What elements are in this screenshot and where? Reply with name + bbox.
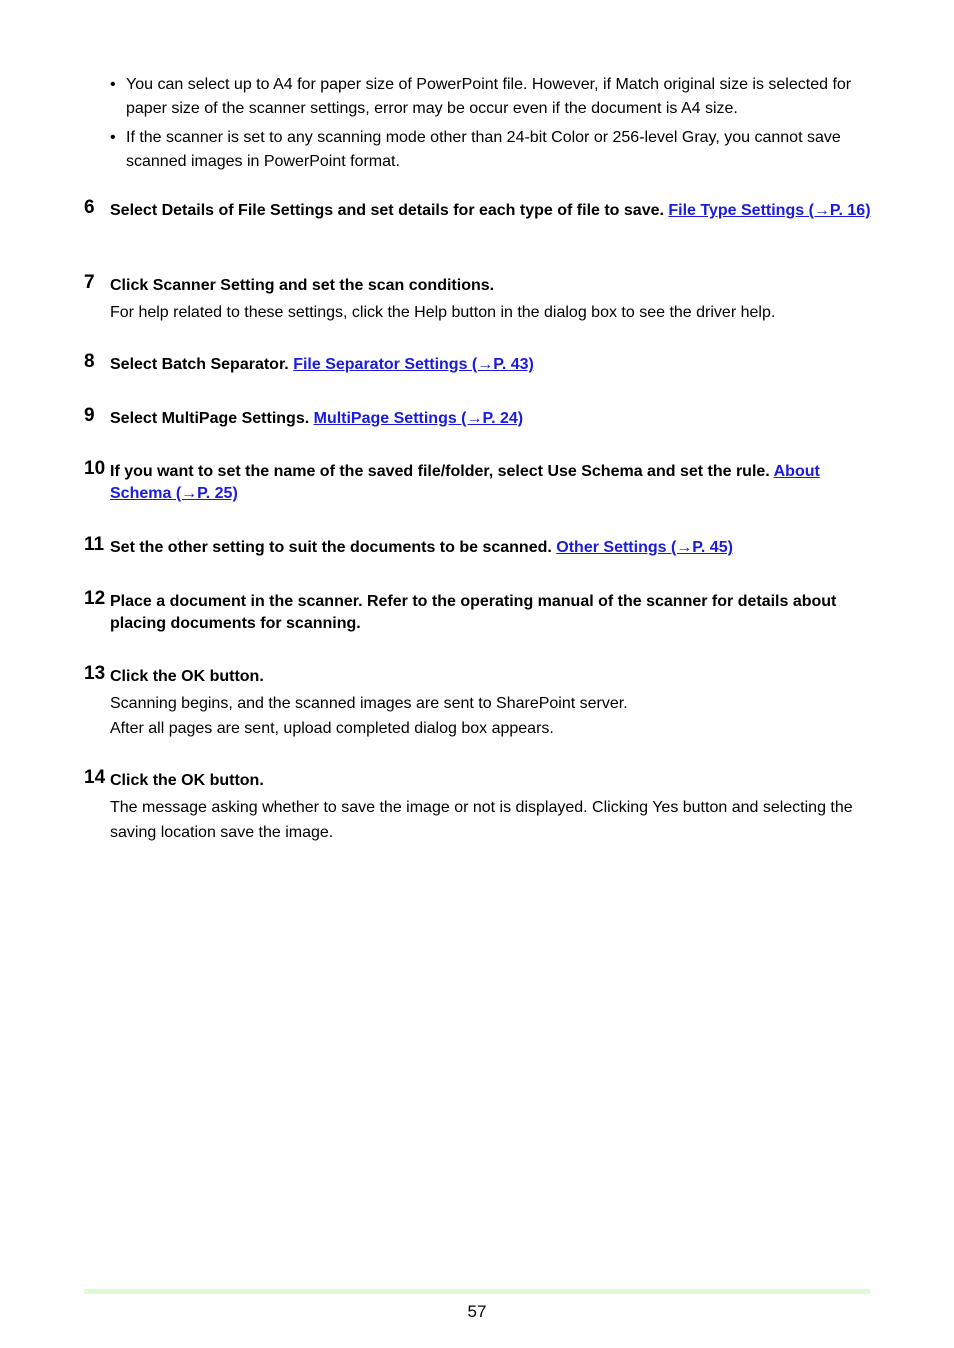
- step-description: The message asking whether to save the image or not is displayed. Clicking Yes button and selecting the saving location save the image.: [110, 799, 853, 841]
- step-heading: Click Scanner Setting and set the scan conditions.: [110, 277, 495, 294]
- step-text: Select Batch Separator.: [110, 356, 289, 373]
- step-12: [84, 588, 874, 635]
- step-number: 10: [84, 458, 106, 479]
- other-settings-link[interactable]: Other Settings (→P. 45): [556, 539, 733, 556]
- step-heading: [110, 354, 874, 376]
- step-13: [84, 663, 874, 741]
- step-text: If you want to set the name of the saved file/folder, select Use Schema and set the rule.: [110, 463, 770, 480]
- step-number: 7: [84, 272, 95, 293]
- file-separator-settings-link[interactable]: File Separator Settings (→P. 43): [293, 356, 534, 373]
- step-7: [84, 272, 874, 325]
- file-type-settings-link[interactable]: File Type Settings (→P. 16): [668, 202, 871, 219]
- step-description: For help related to these settings, click the Help button in the dialog box to see the driver help.: [110, 304, 776, 321]
- step-number: 6: [84, 197, 95, 218]
- step-number: 9: [84, 405, 95, 426]
- step-10: [84, 458, 874, 505]
- note-text: If the scanner is set to any scanning mode other than 24-bit Color or 256-level Gray, you cannot save scanned images in PowerPoint format.: [126, 129, 841, 170]
- step-heading: [110, 408, 874, 430]
- step-description: After all pages are sent, upload completed dialog box appears.: [110, 720, 554, 737]
- notes-list: [110, 73, 870, 179]
- step-14: [84, 767, 874, 845]
- step-9: [84, 405, 874, 430]
- step-heading: Click the OK button.: [110, 668, 264, 685]
- step-description: Scanning begins, and the scanned images are sent to SharePoint server.: [110, 695, 628, 712]
- page-number: 57: [467, 1302, 487, 1321]
- step-heading: [110, 461, 874, 505]
- note-item: [110, 126, 870, 174]
- step-heading: Place a document in the scanner. Refer to the operating manual of the scanner for details about placing documents for scanning.: [110, 593, 837, 632]
- note-text: You can select up to A4 for paper size of PowerPoint file. However, if Match original size is selected for paper size of the scanner settings, error may be occur even if the document is A4 size.: [126, 76, 852, 117]
- step-8: [84, 351, 874, 376]
- about-schema-link[interactable]: About Schema (→P. 25): [110, 463, 820, 502]
- multipage-settings-link[interactable]: MultiPage Settings (→P. 24): [313, 410, 524, 427]
- step-number: 11: [84, 534, 105, 555]
- bullet-icon: •: [110, 129, 116, 146]
- step-heading: [110, 537, 874, 559]
- note-item: [110, 73, 870, 121]
- step-text: Select Details of File Settings and set details for each type of file to save.: [110, 202, 664, 219]
- step-number: 12: [84, 588, 106, 609]
- step-6: [84, 197, 874, 222]
- step-heading: Click the OK button.: [110, 772, 264, 789]
- bullet-icon: •: [110, 76, 116, 93]
- step-11: [84, 534, 874, 559]
- step-text: Select MultiPage Settings.: [110, 410, 310, 427]
- step-heading: [110, 200, 874, 222]
- step-number: 13: [84, 663, 106, 684]
- step-number: 14: [84, 767, 106, 788]
- step-number: 8: [84, 351, 95, 372]
- step-text: Set the other setting to suit the documents to be scanned.: [110, 539, 552, 556]
- footer-divider: [84, 1289, 870, 1294]
